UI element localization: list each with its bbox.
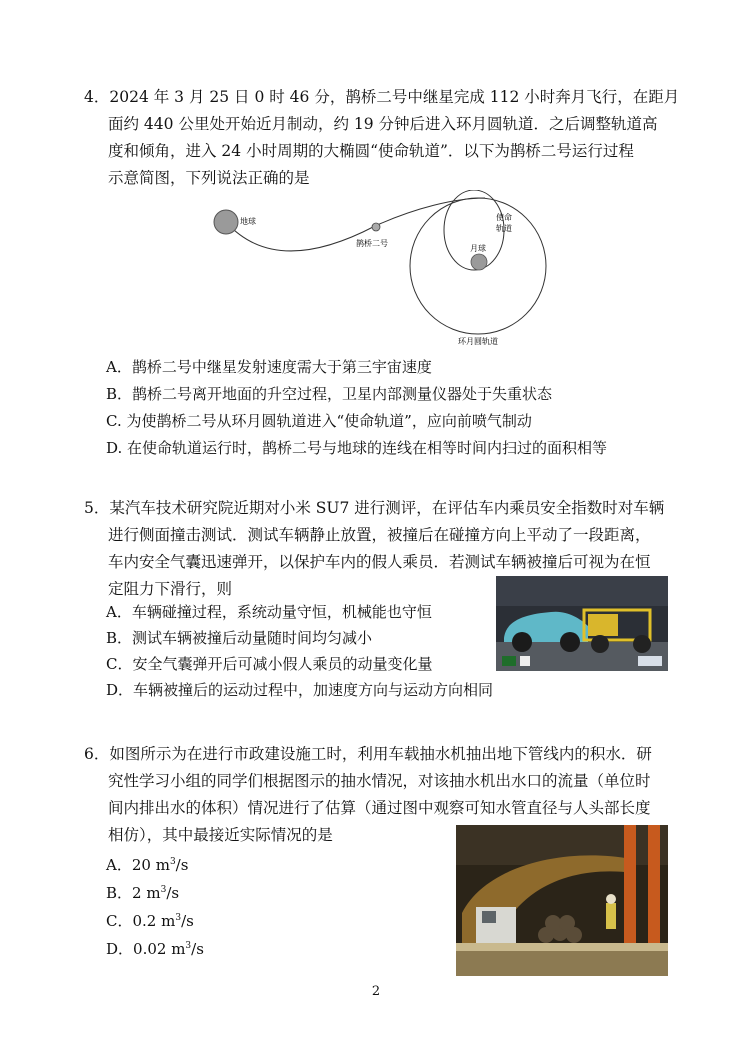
q4-option-d: D. 在使命轨道运行时，鹊桥二号与地球的连线在相等时间内扫过的面积相等 xyxy=(106,439,608,457)
earth-label: 地球 xyxy=(240,217,256,226)
question-4 xyxy=(84,84,680,192)
q5-line-3: 车内安全气囊迅速弹开，以保护车内的假人乘员．若测试车辆被撞后可视为在恒 xyxy=(108,553,651,571)
q5-line-1: 5．某汽车技术研究院近期对小米 SU7 进行测评，在评估车内乘员安全指数时对车辆 xyxy=(84,499,665,517)
circular-orbit-label: 环月圆轨道 xyxy=(458,337,498,346)
q4-line-2: 面约 440 公里处开始近月制动，约 19 分钟后进入环月圆轨道．之后调整轨道高 xyxy=(108,115,658,133)
q5-option-a: A．车辆碰撞过程，系统动量守恒，机械能也守恒 xyxy=(106,603,432,621)
q6-option-b: B．2 $m^3/s$ xyxy=(106,884,180,902)
moon-icon xyxy=(471,254,487,270)
pump-truck-photo xyxy=(456,825,668,976)
crash-test-photo xyxy=(496,576,668,671)
page-number: 2 xyxy=(371,984,381,999)
q5-option-b: B．测试车辆被撞后动量随时间均匀减小 xyxy=(106,629,373,647)
q6-option-a: A．20 $m^3/s$ xyxy=(106,856,189,874)
probe-label: 鹊桥二号 xyxy=(356,239,388,248)
q4-option-a: A．鹊桥二号中继星发射速度需大于第三宇宙速度 xyxy=(106,358,432,376)
earth-icon xyxy=(214,210,238,234)
q6-line-3: 间内排出水的体积）情况进行了估算（通过图中观察可知水管直径与人头部长度 xyxy=(108,799,651,817)
mission-orbit-label: 使命 xyxy=(496,213,512,222)
q6-option-c: C．0.2 $m^3/s$ xyxy=(106,912,194,930)
moon-label: 月球 xyxy=(470,244,486,253)
q6-option-d: D．0.02 $m^3/s$ xyxy=(106,940,204,958)
q5-line-2: 进行侧面撞击测试．测试车辆静止放置，被撞后在碰撞方向上平动了一段距离， xyxy=(108,526,651,544)
q4-option-c: C. 为使鹊桥二号从环月圆轨道进入“使命轨道”，应向前喷气制动 xyxy=(106,412,532,430)
svg-text:轨道: 轨道 xyxy=(496,224,512,233)
q4-line-3: 度和倾角，进入 24 小时周期的大椭圆“使命轨道”．以下为鹊桥二号运行过程 xyxy=(108,142,634,160)
q4-option-b: B．鹊桥二号离开地面的升空过程，卫星内部测量仪器处于失重状态 xyxy=(106,385,553,403)
q6-line-4: 相仿），其中最接近实际情况的是 xyxy=(108,826,333,844)
q5-option-c: C．安全气囊弹开后可减小假人乘员的动量变化量 xyxy=(106,655,433,673)
q5-line-4: 定阻力下滑行，则 xyxy=(108,580,233,598)
q6-line-1: 6．如图所示为在进行市政建设施工时，利用车载抽水机抽出地下管线内的积水．研 xyxy=(84,745,652,763)
q4-line-1: 4．2024 年 3 月 25 日 0 时 46 分，鹊桥二号中继星完成 112 小时奔月飞行，在距月 xyxy=(84,88,680,106)
orbit-diagram xyxy=(200,190,560,350)
q5-option-d: D．车辆被撞后的运动过程中，加速度方向与运动方向相同 xyxy=(106,681,494,699)
probe-icon xyxy=(372,223,380,231)
q4-line-4: 示意简图，下列说法正确的是 xyxy=(108,169,310,187)
q6-line-2: 究性学习小组的同学们根据图示的抽水情况，对该抽水机出水口的流量（单位时 xyxy=(108,772,651,790)
